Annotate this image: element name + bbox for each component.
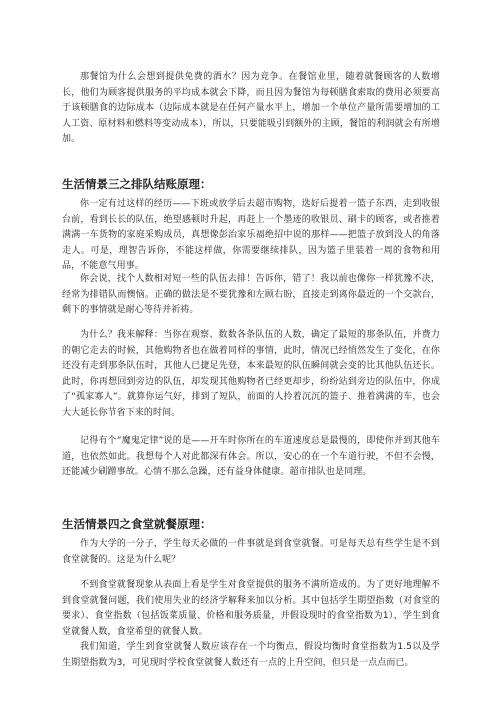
paragraph-restaurant-competition: 那餐馆为什么会想到提供免费的酒水？因为竞争。在餐馆业里，随着就餐顾客的人数增长，他们为顾客提供服务的平均成本就会下降，而且因为餐馆为每顿膳食索取的费用必须要高于该顿膳食的边际成本（边际成本就是在任何产量水平上，增加一个单位产量所需要增加的工人工资、原材料和燃料等变动成本），所以，只要能吸引到额外的主顾，餐馆的利润就会有所增加。	[62, 72, 440, 144]
paragraph-queue-explanation: 为什么？我来解释：当你在观察、数数各条队伍的人数，确定了最短的那条队伍，并费力的朝它走去的时候，其他购物者也在做着同样的事情，此时，情况已经悄然发生了变化，在你还没有走到那条队伍时，其他人已捷足先登，本来最短的队伍瞬间就会变的比其他队伍还长。此时，你再想回到旁边的队伍，却发现其他购物者已经更却步，纷纷站到旁边的队伍中，你成了“孤家寡人”。就算你运气好，排到了短队，前面的人拎着沉沉的篮子、推着满满的车，也会大大延长你节省下来的时间。	[62, 330, 440, 418]
paragraph-queue-experience: 你一定有过这样的经历——下班或放学后去超市购物，选好后提着一篮子东西，走到收银台前，看到长长的队伍，绝望感顿时升起，再赶上一个墨迹的收银员、刷卡的顾客，或者推着满满一车货物的家庭采购成员，真想像彭治家乐福绝招中说的那样——把篮子放到没人的角落走人。可是，理智告诉你，不能这样做，你需要继续排队，因为篮子里装着一周的食物和用品，不能意气用事。	[62, 199, 440, 271]
paragraph-canteen-intro: 作为大学的一分子，学生每天必做的一件事就是到食堂就餐。可是每天总有些学生是不到食堂就餐的。这是为什么呢？	[62, 539, 440, 565]
paragraph-canteen-equilibrium: 我们知道，学生到食堂就餐人数应该存在一个均衡点，假设均衡时食堂指数为1.5以及学生期望指数为3，可见现时学校食堂就餐人数还有一点的上升空间，但只是一点点而已。	[62, 642, 440, 668]
section-heading-queue: 生活情景三之排队结账原理：	[62, 177, 212, 191]
paragraph-devil-law: 记得有个“魔鬼定律”说的是——开车时你所在的车道速度总是最慢的，即使你并到其他车道，也依然如此。我想每个人对此都深有体会。所以，安心的在一个车道行驶，不但不会慢，还能减少刷蹭事故。心情不那么急躁，还有益身体健康。超市排队也是同理。	[62, 436, 440, 477]
paragraph-canteen-analysis: 不到食堂就餐现象从表面上看是学生对食堂提供的服务不满所造成的。为了更好地理解不到食堂就餐问题，我们使用失业的经济学解释来加以分析。其中包括学生期望指数（对食堂的要求）、食堂指数（包括饭菜质量、价格和服务质量，并假设现时的食堂指数为1），学生到食堂就餐人数，食堂希望的就餐人数。	[62, 580, 440, 637]
section-heading-canteen: 生活情景四之食堂就餐原理：	[62, 517, 212, 531]
paragraph-queue-advice: 你会说，找个人数相对短一些的队伍去排！告诉你，错了！我以前也像你一样犹豫不决，经常为排错队而懊恼。正确的做法是不要犹豫和左顾右盼，直接走到离你最近的一个交款台，剩下的事情就是耐心等待并祈祷。	[62, 274, 440, 315]
